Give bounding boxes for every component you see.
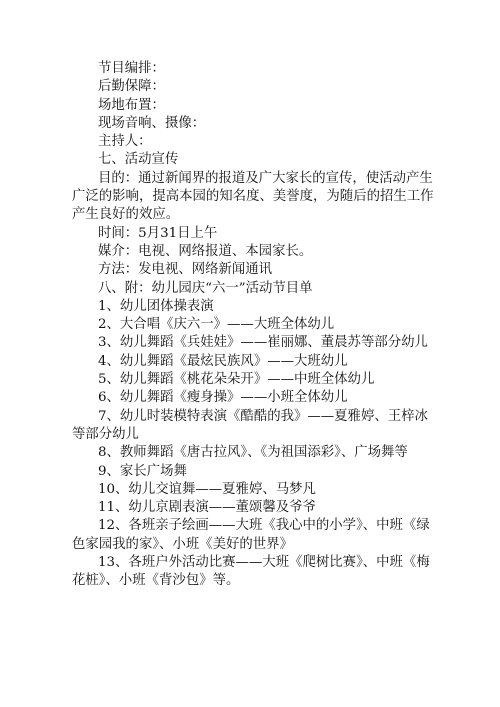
logistics-line: 后勤保障： — [98, 79, 165, 95]
section-heading-publicity: 七、活动宣传 — [98, 152, 179, 168]
program-item: 9、家长广场舞 — [98, 463, 187, 479]
audio-video-line: 现场音响、摄像： — [98, 115, 206, 131]
program-item: 13、各班户外活动比赛——大班《爬树比赛》、中班《梅花桩》、小班《背沙包》等。 — [72, 555, 430, 589]
program-item: 8、教师舞蹈《唐古拉风》、《为祖国添彩》、广场舞等 — [98, 445, 408, 461]
program-arrangement-line: 节目编排： — [98, 61, 165, 76]
section-heading-program-list: 八、附：幼儿园庆“六一”活动节目单 — [98, 280, 313, 296]
purpose-paragraph: 目的：通过新闻界的报道及广大家长的宣传，使活动产生广泛的影响，提高本园的知名度、美誉度，为随后的招生工作产生良好的效应。 — [72, 170, 434, 223]
program-item: 12、各班亲子绘画——大班《我心中的小学》、中班《绿色家园我的家》、小班《美好的世界》 — [72, 518, 430, 552]
program-item: 11、幼儿京剧表演——董颂馨及爷爷 — [98, 500, 316, 516]
venue-setup-line: 场地布置： — [98, 97, 165, 113]
method-line: 方法：发电视、网络新闻通讯 — [98, 262, 273, 278]
time-line: 时间：5月31日上午 — [98, 225, 218, 241]
program-item: 5、幼儿舞蹈《桃花朵朵开》——中班全体幼儿 — [98, 372, 375, 388]
program-item: 10、幼儿交谊舞——夏雅婷、马梦凡 — [98, 481, 316, 497]
program-item: 3、幼儿舞蹈《兵娃娃》——崔丽娜、董晨苏等部分幼儿 — [98, 335, 428, 351]
program-item: 7、幼儿时装模特表演《酷酷的我》——夏雅婷、王梓冰等部分幼儿 — [72, 408, 428, 442]
media-line: 媒介：电视、网络报道、本园家长。 — [98, 243, 313, 259]
program-item: 6、幼儿舞蹈《瘦身操》——小班全体幼儿 — [98, 390, 348, 406]
document-body — [72, 60, 434, 591]
program-item: 1、幼儿团体操表演 — [98, 298, 214, 314]
program-item: 2、大合唱《庆六一》——大班全体幼儿 — [98, 317, 335, 333]
program-item: 4、幼儿舞蹈《最炫民族风》——大班幼儿 — [98, 353, 348, 369]
host-line: 主持人： — [98, 134, 152, 150]
